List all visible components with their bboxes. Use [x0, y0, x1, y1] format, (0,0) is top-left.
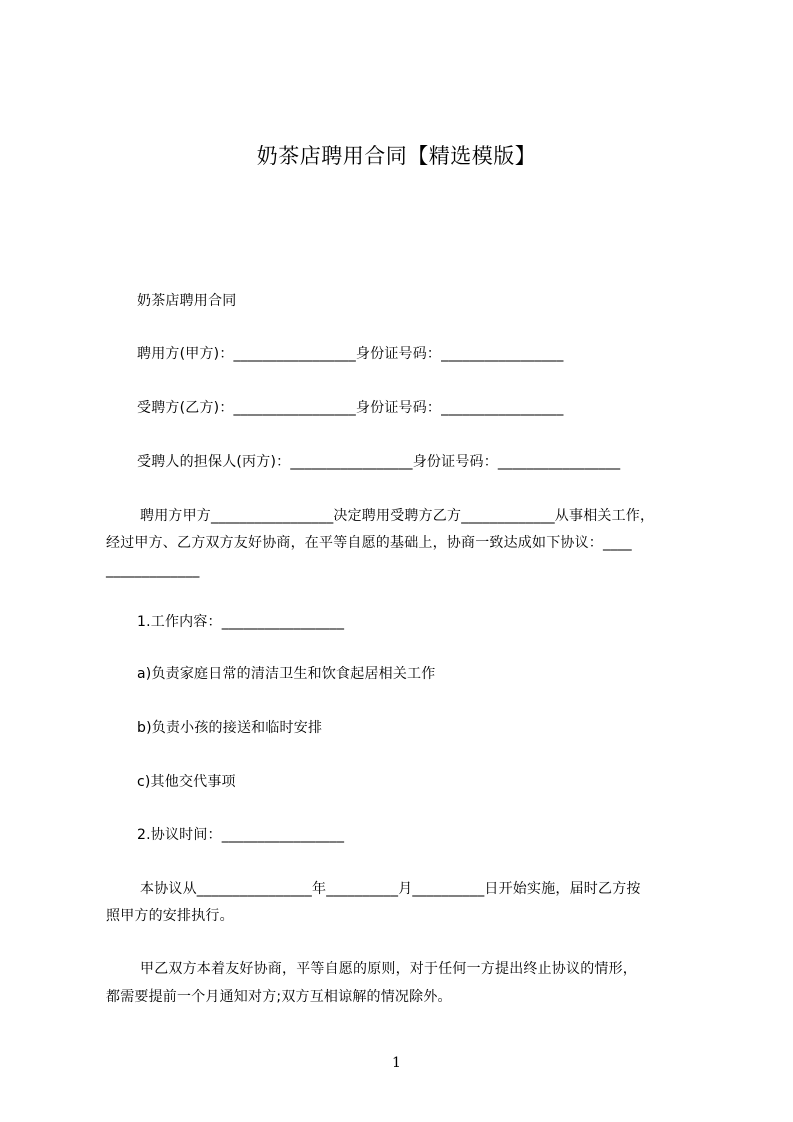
- work-item-a: a)负责家庭日常的清洁卫生和饮食起居相关工作: [137, 666, 436, 682]
- termination-paragraph-line-1: 甲乙双方本着友好协商，平等自愿的原则，对于任何一方提出终止协议的情形，: [140, 961, 637, 977]
- section-1-title: 1.工作内容：_________________: [137, 614, 345, 630]
- intro-paragraph-line-2: 经过甲方、乙方双方友好协商，在平等自愿的基础上，协商一致达成如下协议：____: [106, 535, 632, 551]
- party-a-line: 聘用方(甲方)：_________________身份证号码：_________________: [137, 346, 564, 362]
- term-paragraph-line-1: 本协议从________________年__________月__________日开始实施，届时乙方按: [140, 881, 641, 897]
- party-c-line: 受聘人的担保人(丙方)：_________________身份证号码：_________________: [137, 454, 621, 470]
- page-title: 奶茶店聘用合同【精选模版】: [256, 144, 537, 168]
- term-paragraph-line-2: 照甲方的安排执行。: [106, 908, 234, 924]
- intro-paragraph-line-3: _____________: [106, 562, 200, 578]
- work-item-b: b)负责小孩的接送和临时安排: [137, 720, 323, 736]
- termination-paragraph-line-2: 都需要提前一个月通知对方;双方互相谅解的情况除外。: [106, 989, 452, 1005]
- contract-subtitle: 奶茶店聘用合同: [137, 293, 237, 309]
- work-item-c: c)其他交代事项: [137, 774, 236, 790]
- page-number: 1: [392, 1055, 401, 1071]
- intro-paragraph-line-1: 聘用方甲方_________________决定聘用受聘方乙方_____________从事相关工作，: [140, 508, 655, 524]
- section-2-title: 2.协议时间：_________________: [137, 827, 345, 843]
- party-b-line: 受聘方(乙方)：_________________身份证号码：_________________: [137, 400, 564, 416]
